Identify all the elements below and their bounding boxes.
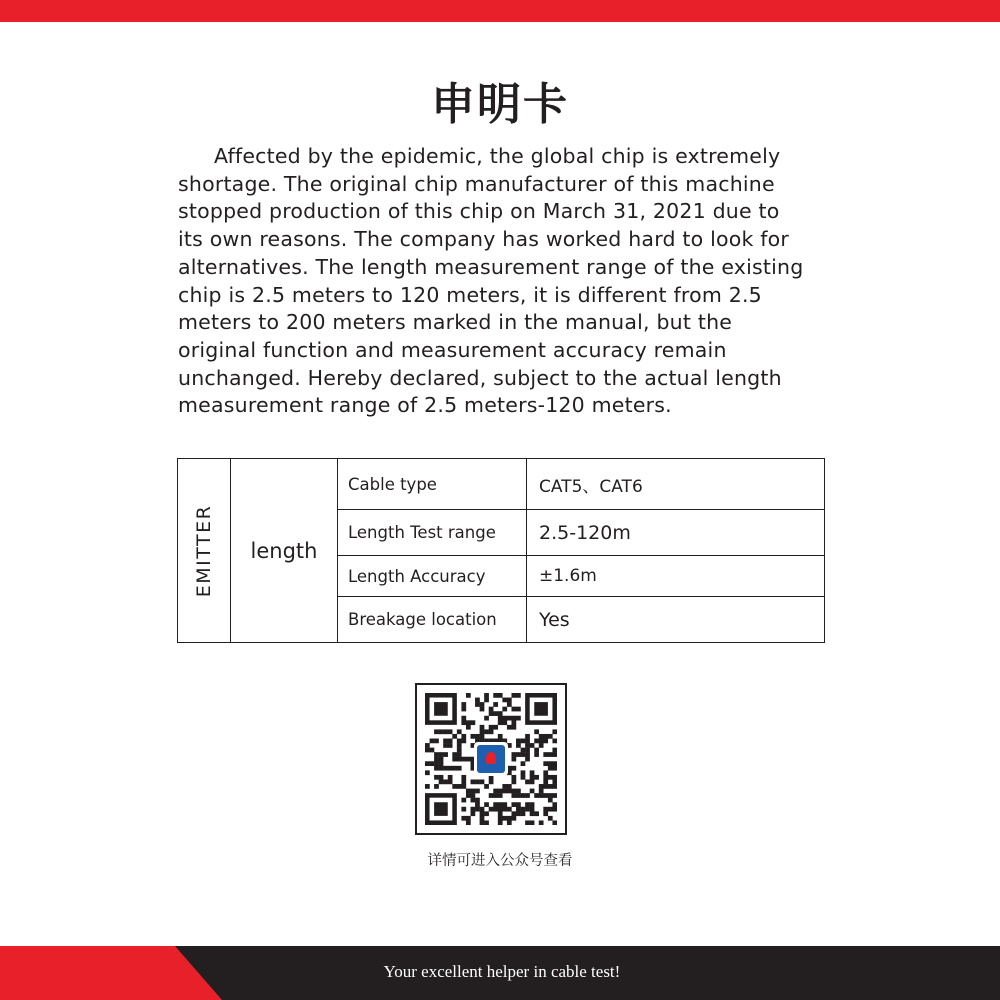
row-label: Length Accuracy xyxy=(338,555,527,597)
footer-slogan: Your excellent helper in cable test! xyxy=(383,962,621,981)
paragraph-line: shortage. The original chip manufacturer of this machine xyxy=(178,171,775,196)
row-value: CAT5、CAT6 xyxy=(527,459,825,510)
row-label: Cable type xyxy=(338,459,527,510)
declaration-paragraph xyxy=(178,143,828,420)
row-value: Yes xyxy=(527,597,825,643)
paragraph-line: stopped production of this chip on March 31, 2021 due to xyxy=(178,199,780,224)
paragraph-line: chip is 2.5 meters to 120 meters, it is different from 2.5 xyxy=(178,282,762,307)
page-title: 申明卡 xyxy=(431,79,569,130)
paragraph-line: measurement range of 2.5 meters-120 meters. xyxy=(178,393,672,418)
emitter-label: EMITTER xyxy=(193,504,215,597)
table-row xyxy=(178,459,825,510)
row-label: Length Test range xyxy=(338,510,527,556)
paragraph-line: its own reasons. The company has worked hard to look for xyxy=(178,227,790,252)
paragraph-line: meters to 200 meters marked in the manual, but the xyxy=(178,310,733,335)
qr-code[interactable] xyxy=(415,683,567,835)
row-label: Breakage location xyxy=(338,597,527,643)
length-group-cell: length xyxy=(231,459,338,643)
row-value: 2.5-120m xyxy=(527,510,825,556)
top-accent-bar xyxy=(0,0,1000,22)
paragraph-line: original function and measurement accuracy remain xyxy=(178,337,727,362)
paragraph-line: Affected by the epidemic, the global chip is extremely xyxy=(214,144,781,168)
paragraph-line: unchanged. Hereby declared, subject to the actual length xyxy=(178,365,782,390)
qr-caption: 详情可进入公众号查看 xyxy=(427,853,573,869)
spec-table xyxy=(177,458,825,643)
qr-logo-icon xyxy=(474,742,508,776)
emitter-cell xyxy=(178,459,231,643)
paragraph-line: alternatives. The length measurement range of the existing xyxy=(178,254,804,279)
row-value: ±1.6m xyxy=(527,555,825,597)
